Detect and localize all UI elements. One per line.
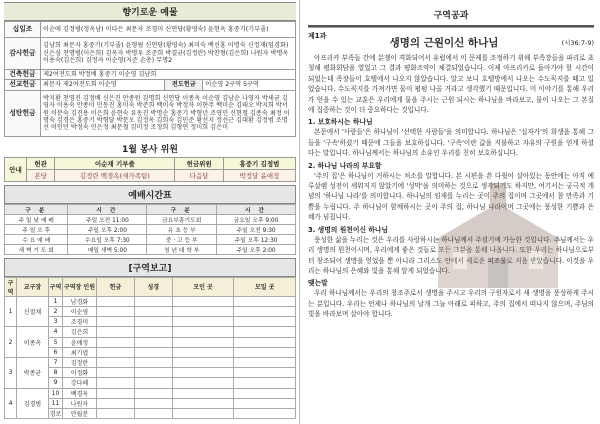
report-row	[5, 388, 296, 398]
report-input-cell	[97, 347, 135, 357]
schedule-cell: 수 요 예 배	[5, 234, 68, 244]
lesson-title: 생명의 근원이신 하나님	[389, 37, 499, 49]
lesson-reference: (시36:7-9)	[561, 39, 594, 47]
report-title: [구역보고]	[4, 258, 296, 277]
report-area-leader: 백경옥	[63, 388, 97, 398]
report-row	[5, 347, 296, 357]
evangelism-offering-names: 이순영 2구역 5구역	[205, 81, 259, 89]
report-area-leader: 조경미	[63, 317, 97, 327]
report-row	[5, 337, 296, 347]
report-input-cell	[234, 408, 296, 418]
offering-row	[5, 90, 296, 136]
report-district: 3	[5, 357, 17, 388]
schedule-header: 구 분	[147, 204, 217, 214]
offering-label: 건축헌금	[5, 70, 41, 80]
report-input-cell	[97, 327, 135, 337]
schedule-cell: 금요일 오후 9:00	[217, 214, 296, 224]
service-table	[4, 157, 296, 182]
schedule-row	[5, 224, 296, 234]
report-input-cell	[172, 368, 234, 378]
offering-label: 십일조	[5, 22, 41, 38]
report-district: 2	[5, 327, 17, 358]
report-input-cell	[134, 388, 172, 398]
report-row	[5, 378, 296, 388]
schedule-cell: 새 벽 기 도 회	[5, 244, 68, 254]
service-value: 박정달 윤애정	[223, 169, 295, 181]
report-header: 구역장 인원	[63, 277, 97, 296]
report-area-leader: 강다혜	[63, 378, 97, 388]
report-header: 헌금	[97, 277, 135, 296]
report-area-number: 7	[49, 357, 63, 367]
report-header: 모일 곳	[234, 277, 296, 296]
schedule-cell: 매일 새벽 5:00	[68, 244, 147, 254]
lesson-subheading: 3. 생명의 원천이신 하나님	[308, 225, 389, 234]
report-input-cell	[172, 327, 234, 337]
report-area-number: 11	[49, 398, 63, 408]
title-rule	[308, 25, 594, 28]
report-area-leader: 남경화	[63, 296, 97, 306]
report-leader: 신절채	[17, 296, 49, 327]
report-input-cell	[134, 347, 172, 357]
report-input-cell	[134, 398, 172, 408]
report-input-cell	[234, 378, 296, 388]
service-label: 안내	[5, 157, 27, 181]
schedule-row	[5, 234, 296, 244]
report-leader: 김경범	[17, 388, 49, 419]
offering-names: 박지환 천영진 김정배 신은진 안종원 김명희 신연당 이종옥 이순영 김남순 나영자 박세균 김영자 이용숙 안종미 민동진 홍미숙 박준희 백미숙 박정자 이현주 백미순 김태오 박지희 박서원 이분숙 김진용 이은희 윤현숙 류동진 박명순 홍중기 박형년 조영민 신현철 김종숙 최정 이명숙 김경은 홍중기 박형달 박문오 김정옥 김희숙 김민준 황선지 정선근 김대환 김정범 조명선 이인민 박정숙 민은정 최문철 김미정 조정희 김형연 정미희 김은미	[41, 90, 296, 136]
report-input-cell	[172, 408, 234, 418]
report-input-cell	[172, 317, 234, 327]
schedule-cell: 주일 오후 2:00	[68, 224, 147, 234]
report-area-leader: 최기엽	[63, 347, 97, 357]
mission-offering-names: 최문자 제2여전도회 이순영	[41, 80, 165, 89]
schedule-cell: 주 일 낮 예 배	[5, 214, 68, 224]
report-input-cell	[134, 296, 172, 306]
report-row	[5, 368, 296, 378]
report-input-cell	[172, 307, 234, 317]
service-value: 본당	[27, 169, 55, 181]
report-area-leader: 김은희	[63, 327, 97, 337]
report-input-cell	[234, 398, 296, 408]
report-area-leader: 윤애정	[63, 337, 97, 347]
report-area-number: 경로	[49, 408, 63, 418]
report-row	[5, 317, 296, 327]
schedule-row	[5, 214, 296, 224]
lesson-subheading: 2. 하나님 나라의 부요함	[308, 161, 382, 170]
offering-label: 감사헌금	[5, 38, 41, 70]
offering-label: 선교헌금	[5, 80, 41, 90]
offering-names: 김남희 최문자 홍중기(기부줄) 윤형림 신연당(황영숙) 최미숙 백선홍 이명숙 신정재(임경화) 신은심 천명범(이은희) 김옥자 박명우 조준희 박결균(김정란) 박찬형(김은희) 나원자 박명옥 이용숙(김은희) 김정자 이순영(지준 손총) 무명2	[41, 38, 296, 70]
evangelism-offering-label: 전도헌금	[165, 80, 203, 89]
lesson-closing: 우리 하나님께서는 우리의 창조주로서 생명을 주시고 우리의 구원자로서 새 생명을 풍성하게 주시는 분입니다. 우리는 언제나 하나님의 날개 그늘 아래로 피하고, 주의 집에서 떠나지 않으며, 주님의 빛을 바라보며 살아야 합니다.	[308, 289, 594, 319]
schedule-row	[5, 244, 296, 254]
report-header: 성경	[134, 277, 172, 296]
lesson-paragraph: 풍성한 삶을 누리는 것은 우리를 사랑하시는 하나님께서 주셨기에 가능한 것입니다. 주님께서는 우리 생명의 원천이시며, 우리에게 좋은 것들로 모든 그분을 통해 나옵니다. 또한 우리는 하나님으로부터 창조되어 생명을 얻었을 뿐 아니라 그리스도 안에서 새로운 피조물로 지음 받았습니다. 이것을 우리는 하나님의 은혜와 빛을 통해 알게 되었습니다.	[308, 235, 594, 275]
schedule-cell: 중 · 고 등 부	[147, 234, 217, 244]
report-input-cell	[97, 337, 135, 347]
offering-title: 향기로운 예물	[4, 2, 296, 21]
schedule-cell: 주일 오전 11:00	[68, 214, 147, 224]
lesson-body	[308, 53, 594, 320]
report-area-number: 5	[49, 337, 63, 347]
report-input-cell	[134, 368, 172, 378]
report-input-cell	[97, 357, 135, 367]
lesson-paragraph: '주의 집'은 하나님이 거하시는 처소를 말합니다. 본 시편을 쓴 다윗이 살아있는 동안에는 아직 예루살렘 성전이 세워지지 않았기에 '성막'을 의미하는 것으로 생각되기도 하지만, 여기서는 궁극적 개념의 '하나님 나라'를 의미합니다. 하나님의 임재를 누리는 곳이 주의 집이며 그곳에서 참 만족과 기쁨을 누립니다. 주 하나님이 함께하시는 곳이 주의 집, 하나님 나라이며 그곳에는 풍성한 기쁨과 은혜가 넘칩니다.	[308, 171, 594, 222]
offering-row	[5, 80, 296, 90]
schedule-header: 시 간	[217, 204, 296, 214]
lesson-header	[308, 31, 594, 50]
lesson-section-title: 구역공과	[433, 11, 469, 21]
report-input-cell	[234, 357, 296, 367]
report-input-cell	[97, 317, 135, 327]
service-header: 홍중기 김정범	[223, 157, 295, 169]
report-input-cell	[134, 378, 172, 388]
report-input-cell	[134, 327, 172, 337]
offering-row	[5, 70, 296, 80]
schedule-cell: 금요부흥기도회	[147, 214, 217, 224]
report-area-number: 6	[49, 347, 63, 357]
report-input-cell	[234, 296, 296, 306]
report-row	[5, 307, 296, 317]
report-header: 모인 곳	[172, 277, 234, 296]
offering-table	[4, 21, 296, 137]
report-input-cell	[234, 327, 296, 337]
report-area-number: 3	[49, 317, 63, 327]
report-input-cell	[134, 357, 172, 367]
schedule-cell: 청 년 대 학 부	[147, 244, 217, 254]
offering-row	[5, 22, 296, 38]
schedule-title: 예배시간표	[4, 185, 296, 204]
right-column	[300, 0, 600, 424]
report-input-cell	[234, 347, 296, 357]
service-header: 헌금위원	[175, 157, 223, 169]
service-title: 1월 봉사 위원	[122, 144, 178, 155]
offering-names: 제2여전도회 박정배 홍중기 이순영 김남희	[41, 70, 296, 80]
report-input-cell	[134, 317, 172, 327]
report-leader: 박종균	[17, 357, 49, 388]
report-input-cell	[234, 307, 296, 317]
report-row	[5, 296, 296, 306]
report-input-cell	[97, 398, 135, 408]
report-input-cell	[97, 378, 135, 388]
schedule-table	[4, 204, 296, 255]
report-area-number: 9	[49, 378, 63, 388]
report-district: 1	[5, 296, 17, 327]
report-row	[5, 327, 296, 337]
offering-row	[5, 38, 296, 70]
schedule-cell: 수요일 오후 7:30	[68, 234, 147, 244]
lesson-subheading: 1. 보호하시는 하나님	[308, 118, 373, 127]
report-row	[5, 408, 296, 418]
report-row	[5, 398, 296, 408]
report-input-cell	[172, 378, 234, 388]
schedule-cell: 주일 오후 2:00	[217, 244, 296, 254]
service-header: 이순재 기부줄	[55, 157, 175, 169]
report-area-number: 10	[49, 388, 63, 398]
report-header: 구역	[49, 277, 63, 296]
schedule-cell: 주일 오후 12:30	[217, 234, 296, 244]
report-input-cell	[234, 388, 296, 398]
report-area-leader: 안월분	[63, 408, 97, 418]
service-value: 김정란 백경옥(새가족팀)	[55, 169, 175, 181]
report-input-cell	[172, 398, 234, 408]
lesson-closing-heading: 맺는말	[308, 279, 328, 288]
report-input-cell	[97, 296, 135, 306]
report-input-cell	[97, 368, 135, 378]
report-area-number: 4	[49, 327, 63, 337]
schedule-cell: 주일 오전 9:30	[217, 224, 296, 234]
lesson-intro: 아프리카 부족들 간에 분쟁이 격화되어서 유럽에서 이 문제를 조정하기 위해 부족장들을 파리로 초청해 평화회담을 열었고 그 결과 평화조약이 체결되었습니다. 이제 아프리카로 돌아가야 할 시간이 되었는데 족장들이 호텔에서 나오지 않았습니다. 알고 보니 호텔방에서 나오는 수도꼭지를 떼고 있었습니다. 수도꼭지를 가져가면 물이 펑펑 나올 거라고 생각했기 때문입니다. 이 이야기를 통해 우리가 얻을 수 있는 교훈은 우리에게 물을 주시는 근원 되시는 하나님을 바라보고, 물이 나오는 그 본질에 집중하는 것이 더 중요하다는 것입니다.	[308, 54, 594, 115]
report-input-cell	[134, 337, 172, 347]
report-input-cell	[97, 307, 135, 317]
report-area-leader: 김정란	[63, 357, 97, 367]
report-input-cell	[172, 337, 234, 347]
service-value: 다음달	[175, 169, 223, 181]
report-area-number: 2	[49, 307, 63, 317]
report-input-cell	[172, 357, 234, 367]
report-area-number: 1	[49, 296, 63, 306]
report-input-cell	[97, 408, 135, 418]
report-area-number: 8	[49, 368, 63, 378]
report-input-cell	[172, 296, 234, 306]
report-input-cell	[134, 307, 172, 317]
report-table	[4, 277, 296, 419]
service-header: 헌관	[27, 157, 55, 169]
report-input-cell	[234, 317, 296, 327]
report-header: 교구장	[17, 277, 49, 296]
schedule-cell: 유 초 등 부	[147, 224, 217, 234]
report-input-cell	[234, 368, 296, 378]
schedule-cell: 주 일 오 후	[5, 224, 68, 234]
lesson-paragraph: 본문에서 '사람들'은 하나님이 '선택한 사람들'을 의미합니다. 하나님은 '십자가'의 희생을 통해 그들을 '구속'하셨기 때문에 그들을 보호하십니다. '구속'이란 값을 지불하고 자유의 구원을 얻게 하셨다는 말입니다. 하나님께서는 하나님의 소유인 우리를 친히 보호하십니다.	[308, 128, 594, 158]
report-input-cell	[97, 388, 135, 398]
report-area-leader: 이순영	[63, 307, 97, 317]
report-input-cell	[234, 337, 296, 347]
report-leader: 이종옥	[17, 327, 49, 358]
report-row	[5, 357, 296, 367]
report-input-cell	[172, 347, 234, 357]
report-input-cell	[172, 388, 234, 398]
lesson-number: 제1과	[308, 32, 327, 40]
schedule-header: 구 분	[5, 204, 68, 214]
schedule-header: 시 간	[68, 204, 147, 214]
report-area-leader: 나원자	[63, 398, 97, 408]
offering-label: 성탄헌금	[5, 90, 41, 136]
offering-names: 이순애 김정범(정옥남) 이다은 최문자 조경미 신연당(황영숙) 윤현옥 홍중기(기부줄)	[41, 22, 296, 38]
report-input-cell	[134, 408, 172, 418]
report-district: 4	[5, 388, 17, 419]
report-header: 구역	[5, 277, 17, 296]
report-area-leader: 이정화	[63, 368, 97, 378]
